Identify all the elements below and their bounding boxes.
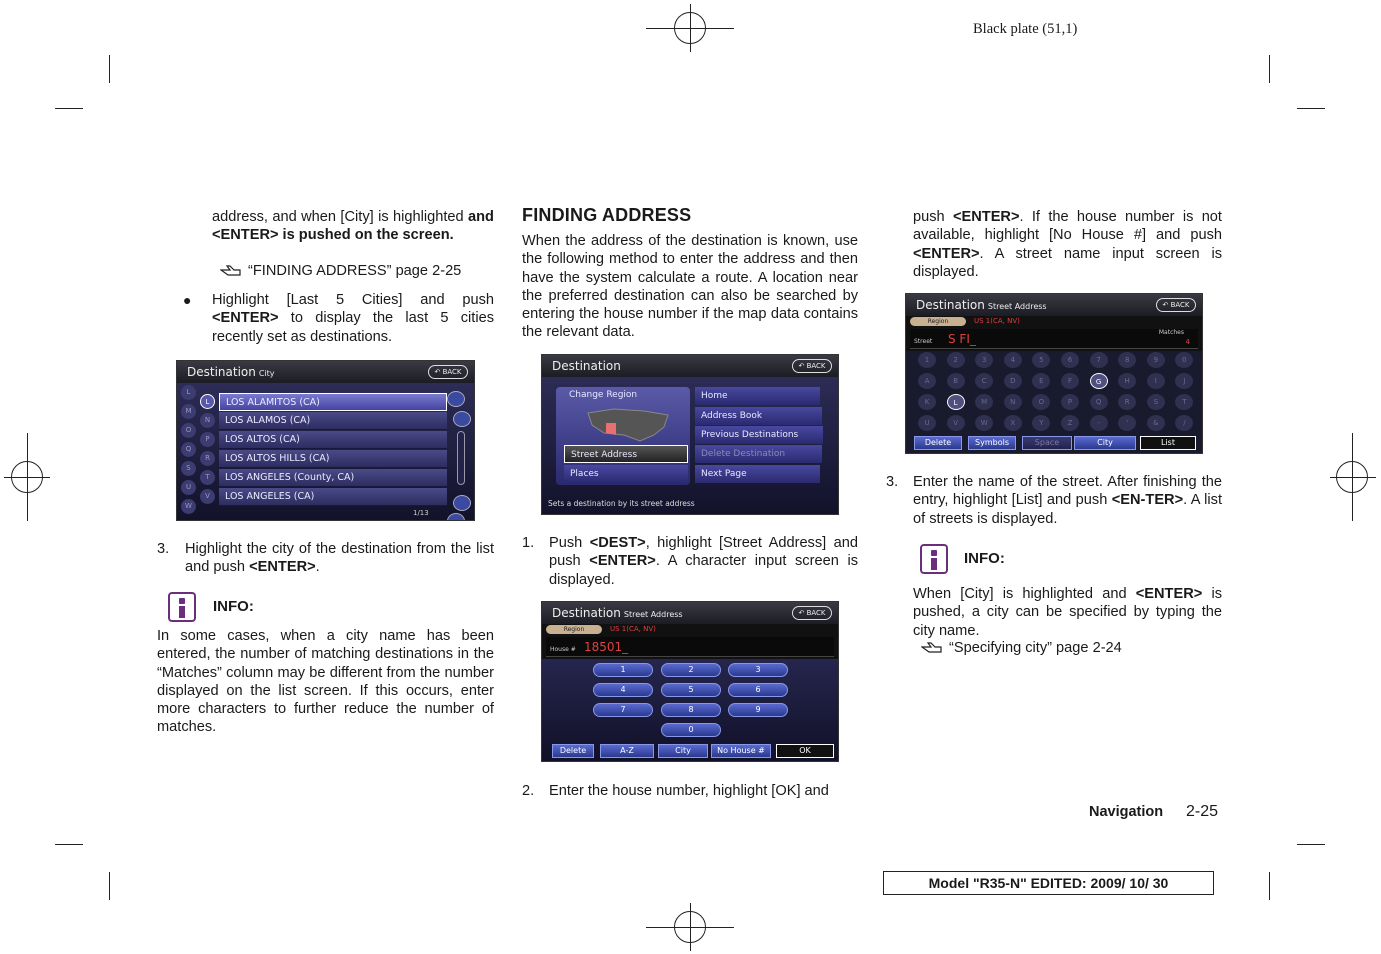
- step-text: Enter the house number, highlight [OK] and: [549, 783, 829, 799]
- intro-paragraph: When the address of the destination is known, use the following method to enter the address and then have the system calculate a route. A location near the preferred destination can also be searched by entering the house number if the map data contains the relevant data.: [522, 233, 858, 341]
- scroll-down-button[interactable]: [453, 495, 471, 511]
- menu-item-home[interactable]: Home: [695, 387, 820, 405]
- menu-item-places[interactable]: Places: [564, 465, 688, 483]
- info-label: INFO:: [213, 598, 254, 615]
- key-6[interactable]: 6: [1061, 352, 1079, 368]
- crop-mark: [55, 844, 83, 845]
- col1-intro: address, and when [City] is highlighted and <ENTER> is pushed on the screen.: [212, 209, 494, 244]
- key-8[interactable]: 8: [661, 703, 721, 717]
- bullet-text: Highlight [Last 5 Cities] and push <ENTER> to display the last 5 cities recently set as destinations.: [212, 292, 495, 345]
- cross-reference[interactable]: “Specifying city” page 2-24: [921, 639, 1122, 657]
- menu-item-street-address[interactable]: Street Address: [564, 445, 688, 463]
- info-text: In some cases, when a city name has been entered, the number of matching destinations in the “Matches” column may be different from the number displayed on the list screen. If this occurs, enter more characters to further reduce the number of matches.: [157, 628, 494, 736]
- symbols-button[interactable]: Symbols: [968, 436, 1016, 450]
- letter-button[interactable]: R: [200, 451, 215, 466]
- info-label: INFO:: [964, 550, 1005, 567]
- matches-label: Matches: [1158, 329, 1184, 336]
- key-x[interactable]: X: [1004, 415, 1022, 431]
- key-c[interactable]: C: [975, 373, 993, 389]
- screen-title-bar: Destination Street Address: [906, 294, 1202, 316]
- key-r[interactable]: R: [1118, 394, 1136, 410]
- space-button[interactable]: Space: [1022, 436, 1072, 450]
- no-house-number-button[interactable]: No House #: [711, 744, 771, 758]
- key-1[interactable]: 1: [918, 352, 936, 368]
- key-g[interactable]: G: [1090, 373, 1108, 389]
- info-icon: [920, 544, 948, 574]
- crop-mark: [1269, 872, 1270, 900]
- page-number: 2-25: [1186, 803, 1219, 820]
- region-bar: Region US 1(CA, NV): [546, 624, 834, 634]
- step-number: 2.: [522, 783, 535, 799]
- info-icon: [168, 592, 196, 622]
- city-button[interactable]: City: [1074, 436, 1136, 450]
- key-symbol[interactable]: ': [1118, 415, 1136, 431]
- step-number: 3.: [886, 474, 899, 490]
- region-button[interactable]: Region: [546, 625, 602, 634]
- key-3[interactable]: 3: [975, 352, 993, 368]
- bullet-marker: ●: [183, 292, 192, 308]
- crop-mark: [109, 55, 110, 83]
- key-h[interactable]: H: [1118, 373, 1136, 389]
- registration-line: [690, 903, 691, 951]
- menu-item-address-book[interactable]: Address Book: [695, 407, 822, 425]
- letter-button[interactable]: P: [200, 432, 215, 447]
- scrollbar[interactable]: [457, 431, 465, 485]
- registration-line: [690, 4, 691, 52]
- letter-button[interactable]: M: [181, 404, 196, 419]
- list-item[interactable]: LOS ALAMOS (CA): [219, 412, 447, 430]
- step-text: Push <DEST>, highlight [Street Address] and push <ENTER>. A character input screen is displayed.: [549, 535, 858, 588]
- letter-button[interactable]: L: [181, 385, 196, 400]
- key-j[interactable]: J: [1175, 373, 1193, 389]
- key-o[interactable]: O: [1032, 394, 1050, 410]
- key-8[interactable]: 8: [1118, 352, 1136, 368]
- letter-button[interactable]: Q: [181, 442, 196, 457]
- crop-mark: [109, 872, 110, 900]
- letter-button[interactable]: W: [181, 499, 196, 514]
- list-button[interactable]: List: [1140, 436, 1196, 450]
- crop-mark: [1297, 108, 1325, 109]
- plate-label: Black plate (51,1): [973, 21, 1078, 37]
- key-n[interactable]: N: [1004, 394, 1022, 410]
- step-number: 3.: [157, 541, 170, 557]
- pointing-hand-icon: [921, 640, 943, 654]
- status-text: Sets a destination by its street address: [548, 499, 695, 508]
- key-w[interactable]: W: [975, 415, 993, 431]
- info-text: When [City] is highlighted and <ENTER> is pushed, a city can be specified by typing the city name.: [913, 586, 1222, 639]
- menu-item-delete-destination[interactable]: Delete Destination: [695, 445, 822, 463]
- key-9[interactable]: 9: [728, 703, 788, 717]
- key-y[interactable]: Y: [1032, 415, 1050, 431]
- delete-button[interactable]: Delete: [914, 436, 962, 450]
- key-m[interactable]: M: [975, 394, 993, 410]
- key-v[interactable]: V: [947, 415, 965, 431]
- key-u[interactable]: U: [918, 415, 936, 431]
- key-symbol[interactable]: -: [1090, 415, 1108, 431]
- col3-intro: push <ENTER>. If the house number is not available, highlight [No House #] and push <ENTER>. A street name input screen is displayed.: [913, 209, 1222, 280]
- step-text: Enter the name of the street. After finishing the entry, highlight [List] and push <EN-TER>. A list of streets is displayed.: [913, 474, 1222, 527]
- key-4[interactable]: 4: [1004, 352, 1022, 368]
- key-s[interactable]: S: [1147, 394, 1165, 410]
- key-1[interactable]: 1: [593, 663, 653, 677]
- key-4[interactable]: 4: [593, 683, 653, 697]
- letter-button[interactable]: V: [200, 489, 215, 504]
- key-z[interactable]: Z: [1061, 415, 1079, 431]
- key-b[interactable]: B: [947, 373, 965, 389]
- key-symbol[interactable]: &: [1147, 415, 1165, 431]
- back-button[interactable]: ↶ BACK: [792, 606, 832, 620]
- crop-mark: [1297, 844, 1325, 845]
- key-symbol[interactable]: /: [1175, 415, 1193, 431]
- us-map-icon: [584, 405, 672, 445]
- key-a[interactable]: A: [918, 373, 936, 389]
- screen-city-list: [176, 360, 475, 521]
- list-item[interactable]: LOS ALTOS (CA): [219, 431, 447, 449]
- screen-street-name: [905, 293, 1203, 454]
- list-item[interactable]: LOS ANGELES (County, CA): [219, 469, 447, 487]
- scroll-top-button[interactable]: [447, 391, 465, 407]
- page-indicator: 1/13: [413, 509, 429, 517]
- key-p[interactable]: P: [1061, 394, 1079, 410]
- key-0[interactable]: 0: [1175, 352, 1193, 368]
- key-5[interactable]: 5: [661, 683, 721, 697]
- back-button[interactable]: ↶ BACK: [792, 359, 832, 373]
- screen-title-bar: Destination: [542, 355, 838, 377]
- key-9[interactable]: 9: [1147, 352, 1165, 368]
- letter-button[interactable]: L: [200, 394, 215, 409]
- key-e[interactable]: E: [1032, 373, 1050, 389]
- matches-value: 4: [1185, 338, 1190, 346]
- house-number-field[interactable]: House # 18501_: [546, 637, 834, 657]
- step-text: Highlight the city of the destination from the list and push <ENTER>.: [185, 541, 494, 576]
- scroll-up-button[interactable]: [453, 411, 471, 427]
- model-edited-box: Model "R35-N" EDITED: 2009/ 10/ 30: [883, 871, 1214, 895]
- key-d[interactable]: D: [1004, 373, 1022, 389]
- key-i[interactable]: I: [1147, 373, 1165, 389]
- screen-destination-menu: [541, 354, 839, 515]
- list-item[interactable]: LOS ALTOS HILLS (CA): [219, 450, 447, 468]
- key-7[interactable]: 7: [593, 703, 653, 717]
- street-field[interactable]: Street S FI_: [910, 329, 1198, 349]
- key-6[interactable]: 6: [728, 683, 788, 697]
- screen-house-number: [541, 601, 839, 762]
- region-bar: Region US 1(CA, NV): [910, 316, 1198, 326]
- letter-button[interactable]: T: [200, 470, 215, 485]
- step-number: 1.: [522, 535, 535, 551]
- list-item[interactable]: LOS ALAMITOS (CA): [219, 393, 447, 411]
- letter-button[interactable]: S: [181, 461, 196, 476]
- registration-line: [1352, 433, 1353, 521]
- scroll-bottom-button[interactable]: [447, 513, 465, 521]
- menu-item-next-page[interactable]: Next Page: [695, 465, 820, 483]
- key-7[interactable]: 7: [1090, 352, 1108, 368]
- region-button[interactable]: Region: [910, 317, 966, 326]
- pointing-hand-icon: [220, 263, 242, 277]
- key-2[interactable]: 2: [661, 663, 721, 677]
- section-heading: FINDING ADDRESS: [522, 205, 692, 225]
- list-item[interactable]: LOS ANGELES (CA): [219, 488, 447, 506]
- key-k[interactable]: K: [918, 394, 936, 410]
- key-3[interactable]: 3: [728, 663, 788, 677]
- letter-button[interactable]: N: [200, 413, 215, 428]
- menu-item-previous-destinations[interactable]: Previous Destinations: [695, 426, 823, 444]
- city-button[interactable]: City: [658, 744, 708, 758]
- cross-reference[interactable]: “FINDING ADDRESS” page 2-25: [220, 262, 461, 280]
- key-l[interactable]: L: [947, 394, 965, 410]
- back-button[interactable]: ↶ BACK: [1156, 298, 1196, 312]
- registration-line: [27, 433, 28, 521]
- screen-body: [542, 377, 838, 514]
- screen-title-bar: Destination City: [177, 361, 474, 383]
- crop-mark: [1269, 55, 1270, 83]
- ok-button[interactable]: OK: [776, 744, 834, 758]
- change-region-label[interactable]: Change Region: [569, 390, 638, 400]
- crop-mark: [55, 108, 83, 109]
- footer-section: Navigation: [1089, 804, 1164, 820]
- key-q[interactable]: Q: [1090, 394, 1108, 410]
- key-f[interactable]: F: [1061, 373, 1079, 389]
- key-t[interactable]: T: [1175, 394, 1193, 410]
- key-0[interactable]: 0: [661, 723, 721, 737]
- letter-button[interactable]: O: [181, 423, 196, 438]
- delete-button[interactable]: Delete: [552, 744, 594, 758]
- key-2[interactable]: 2: [947, 352, 965, 368]
- letter-button[interactable]: U: [181, 480, 196, 495]
- key-5[interactable]: 5: [1032, 352, 1050, 368]
- screen-title-bar: Destination Street Address: [542, 602, 838, 624]
- registration-line: [1330, 477, 1376, 478]
- screen-body: [177, 383, 474, 520]
- a-z-button[interactable]: A-Z: [600, 744, 654, 758]
- back-button[interactable]: ↶ BACK: [428, 365, 468, 379]
